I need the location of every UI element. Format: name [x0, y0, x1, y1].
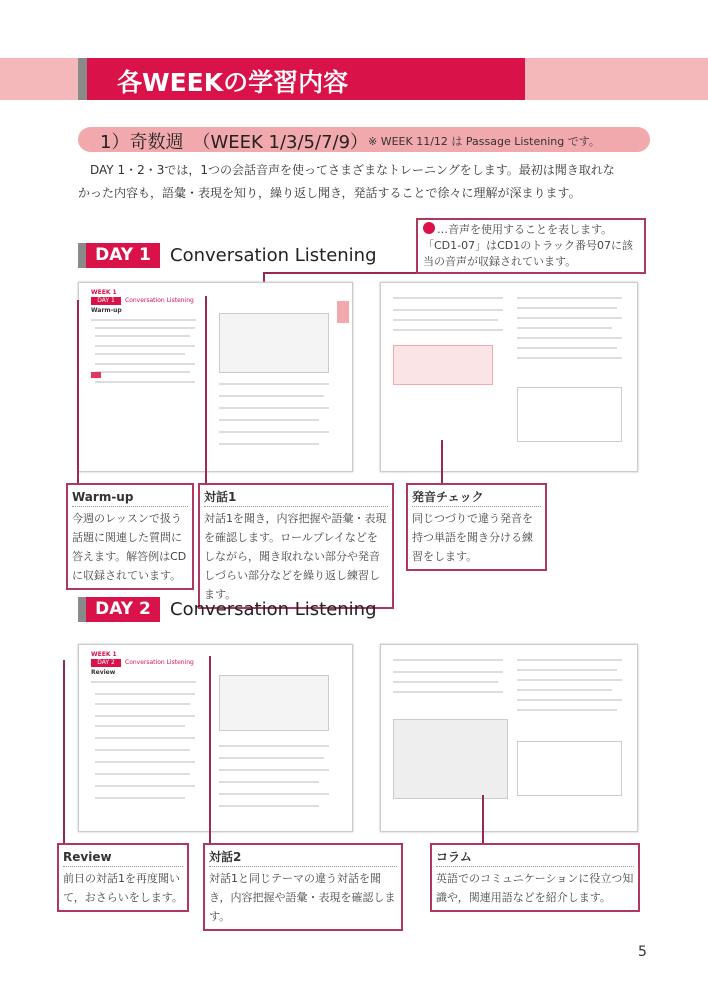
section-heading-bar — [78, 127, 650, 152]
day2-right-page-thumbnail — [380, 644, 638, 832]
day1-label: DAY 1 — [78, 243, 160, 268]
section-heading: 1）奇数週 （WEEK 1/3/5/7/9） — [100, 132, 369, 153]
callout-title: 対話2 — [209, 848, 397, 867]
callout-dialogue-1 — [198, 483, 394, 609]
page-title-block — [78, 58, 525, 100]
callout-dialogue-2 — [203, 843, 403, 931]
thumb-day: DAY 2 — [91, 659, 121, 667]
thumb-heading: Conversation Listening — [125, 659, 194, 666]
audio-icon — [423, 222, 435, 234]
section-note: ※ WEEK 11/12 は Passage Listening です。 — [368, 135, 600, 148]
day1-left-page-thumbnail — [78, 282, 353, 472]
connector — [441, 440, 443, 483]
thumb-week: WEEK 1 — [91, 651, 117, 658]
callout-text: 英語でのコミュニケーションに役立つ知識や，関連用語などを紹介します。 — [436, 872, 634, 904]
intro-line: DAY 1・2・3では，1つの会話音声を使ってさまざまなトレーニングをします。最初は聞き取れな — [78, 163, 615, 177]
note-line: 当の音声が収録されています。 — [423, 255, 577, 268]
thumb-sub: Warm-up — [91, 307, 122, 314]
callout-title: Review — [63, 848, 183, 867]
callout-title: 対話1 — [204, 488, 388, 507]
callout-column — [430, 843, 640, 912]
day2-label: DAY 2 — [78, 597, 160, 622]
thumb-day: DAY 1 — [91, 297, 121, 305]
callout-text: 対話1を聞き，内容把握や語彙・表現を確認します。ロールプレイなどをしながら，聞き取れない部分や発音しづらい部分などを繰り返し練習します。 — [204, 512, 387, 601]
callout-pronunciation-check — [406, 483, 547, 571]
page-title: 各WEEKの学習内容 — [117, 68, 349, 97]
callout-title: コラム — [436, 848, 634, 867]
intro-text — [78, 159, 678, 205]
day1-right-page-thumbnail — [380, 282, 638, 472]
audio-icon-note — [416, 218, 646, 274]
callout-title: 発音チェック — [412, 488, 541, 507]
callout-warm-up — [66, 483, 194, 590]
callout-text: 対話1と同じテーマの違う対話を聞き，内容把握や語彙・表現を確認します。 — [209, 872, 396, 923]
callout-review — [57, 843, 189, 912]
page-number: 5 — [638, 944, 647, 960]
note-line: 「CD1-07」はCD1のトラック番号07に該 — [423, 239, 634, 252]
callout-text: 同じつづりで違う発音を持つ単語を聞き分ける練習をします。 — [412, 512, 533, 563]
thumb-sub: Review — [91, 669, 116, 676]
intro-line: かった内容も，語彙・表現を知り，繰り返し聞き，発話することで徐々に理解が深まります。 — [78, 186, 581, 200]
thumb-week: WEEK 1 — [91, 289, 117, 296]
connector — [77, 300, 79, 483]
day2-title: Conversation Listening — [170, 599, 377, 620]
callout-title: Warm-up — [72, 488, 188, 507]
day1-title: Conversation Listening — [170, 245, 377, 266]
day2-left-page-thumbnail — [78, 644, 353, 832]
connector — [263, 272, 416, 274]
connector — [482, 795, 484, 843]
thumb-heading: Conversation Listening — [125, 297, 194, 304]
note-line: …音声を使用することを表します。 — [437, 223, 613, 236]
connector — [205, 296, 207, 483]
callout-text: 前日の対話1を再度聞いて，おさらいをします。 — [63, 872, 183, 904]
callout-text: 今週のレッスンで扱う話題に関連した質問に答えます。解答例はCDに収録されています。 — [72, 512, 187, 582]
connector — [63, 660, 65, 843]
connector — [209, 656, 211, 843]
